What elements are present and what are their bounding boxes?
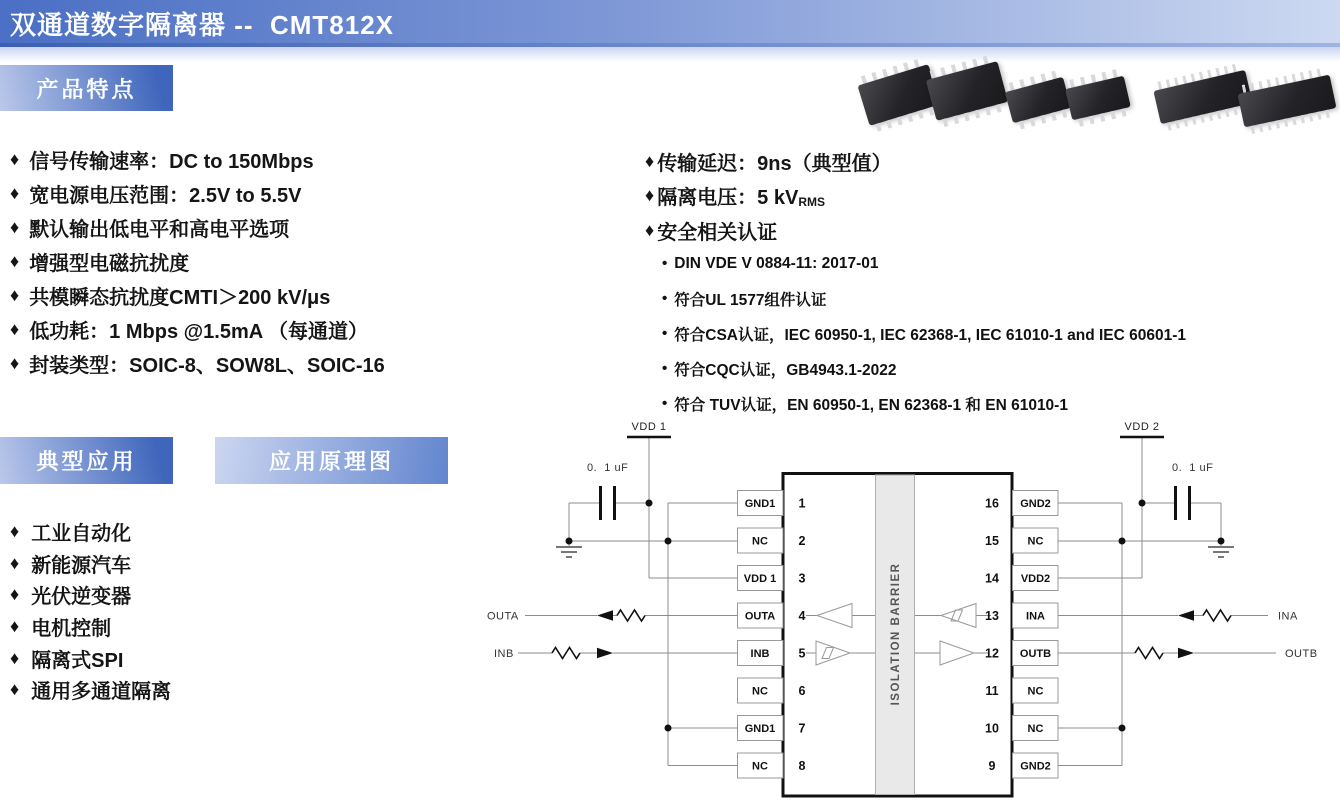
vdd1-label: VDD 1 xyxy=(631,421,667,433)
pin-number: 2 xyxy=(798,534,806,548)
feature-text: 共模瞬态抗扰度CMTI＞200 kV/μs xyxy=(29,286,331,309)
resistor-icon xyxy=(617,610,645,621)
feature-text: 默认输出低电平和高电平选项 xyxy=(29,218,290,241)
pin-number: 3 xyxy=(798,571,806,586)
section-badge-features: 产品特点 xyxy=(0,65,173,111)
junction-dot xyxy=(1218,538,1225,545)
signal-label-outb: OUTB xyxy=(1285,648,1318,660)
pin-label: GND2 xyxy=(1020,498,1051,510)
pin-label: NC xyxy=(752,685,768,698)
junction-dot xyxy=(646,500,653,507)
signal-label-ina: INA xyxy=(1278,610,1298,623)
certification-text: 符合UL 1577组件认证 xyxy=(674,291,827,309)
arrow-right-icon xyxy=(597,648,613,659)
pin-label: OUTB xyxy=(1019,648,1052,660)
feature-text: 隔离电压：5 kV xyxy=(657,187,799,210)
pin-number: 7 xyxy=(798,721,806,736)
signal-label-outa: OUTA xyxy=(487,610,519,623)
dot-bullet-icon: • xyxy=(662,255,668,272)
resistor-icon xyxy=(1203,610,1231,621)
pin-number: 13 xyxy=(985,609,999,623)
pin-label: INB xyxy=(750,648,770,660)
application-text: 工业自动化 xyxy=(31,523,132,546)
diamond-bullet-icon: ♦ xyxy=(10,352,20,373)
certification-text: 符合 TUV认证，EN 60950-1, EN 62368-1 和 EN 61010-1 xyxy=(674,396,1068,414)
application-text: 新能源汽车 xyxy=(31,554,132,577)
pin-label: VDD2 xyxy=(1020,573,1051,585)
pin-number: 1 xyxy=(798,496,806,511)
vdd2-label: VDD 2 xyxy=(1124,421,1160,433)
isolation-barrier-label: ISOLATION BARRIER xyxy=(890,562,902,706)
junction-dot xyxy=(566,538,573,545)
diamond-bullet-icon: ♦ xyxy=(10,250,20,271)
pin-label: GND2 xyxy=(1020,760,1051,773)
feature-text: 增强型电磁抗扰度 xyxy=(29,252,190,275)
diamond-bullet-icon: ♦ xyxy=(10,521,20,542)
pin-label: GND1 xyxy=(744,498,776,510)
diamond-bullet-icon: ♦ xyxy=(645,185,655,206)
application-text: 光伏逆变器 xyxy=(31,586,132,609)
pin-label: NC xyxy=(752,760,768,773)
diamond-bullet-icon: ♦ xyxy=(645,219,655,240)
pin-label: NC xyxy=(1027,723,1044,735)
pin-number: 9 xyxy=(988,759,996,773)
pin-label: VDD 1 xyxy=(743,573,777,585)
diamond-bullet-icon: ♦ xyxy=(10,284,20,305)
diamond-bullet-icon: ♦ xyxy=(10,148,20,169)
application-text: 通用多通道隔离 xyxy=(31,681,172,704)
feature-text: 封装类型：SOIC-8、SOW8L、SOIC-16 xyxy=(29,354,385,377)
resistor-icon xyxy=(552,648,580,659)
diamond-bullet-icon: ♦ xyxy=(10,647,20,668)
dot-bullet-icon: • xyxy=(662,325,668,342)
pin-label: INA xyxy=(1026,610,1045,623)
section-badge-schematic: 应用原理图 xyxy=(215,437,448,484)
diamond-bullet-icon: ♦ xyxy=(10,552,20,573)
resistor-icon xyxy=(1135,648,1163,659)
feature-text: 安全相关认证 xyxy=(657,221,778,244)
pin-number: 15 xyxy=(985,534,999,548)
arrow-right-icon xyxy=(1178,648,1194,659)
feature-text: 宽电源电压范围：2.5V to 5.5V xyxy=(29,184,302,207)
signal-label-inb: INB xyxy=(494,648,514,660)
dot-bullet-icon: • xyxy=(662,395,668,412)
certification-text: DIN VDE V 0884-11: 2017-01 xyxy=(674,254,879,272)
rms-subscript: RMS xyxy=(798,194,826,209)
dot-bullet-icon: • xyxy=(662,360,668,377)
arrow-left-icon xyxy=(597,610,613,621)
junction-dot xyxy=(1119,725,1126,732)
capacitor-icon xyxy=(601,486,615,520)
page-title: 双通道数字隔离器 -- CMT812X xyxy=(10,10,395,40)
junction-dot xyxy=(1139,500,1146,507)
diamond-bullet-icon: ♦ xyxy=(10,584,20,605)
junction-dot xyxy=(665,538,672,545)
cap1-value-label: 0. 1 uF xyxy=(587,462,629,474)
application-text: 隔离式SPI xyxy=(31,649,124,672)
pin-label: NC xyxy=(1027,685,1044,698)
pin-number: 14 xyxy=(985,571,999,586)
pin-number: 10 xyxy=(985,721,999,736)
ground-icon xyxy=(556,547,582,557)
diamond-bullet-icon: ♦ xyxy=(10,616,20,637)
feature-text: 传输延迟：9ns（典型值） xyxy=(657,152,892,175)
application-text: 电机控制 xyxy=(31,618,112,641)
dot-bullet-icon: • xyxy=(662,290,668,307)
pin-number: 6 xyxy=(798,684,806,698)
diamond-bullet-icon: ♦ xyxy=(10,216,20,237)
cap2-value-label: 0. 1 uF xyxy=(1172,462,1214,474)
pin-label: NC xyxy=(752,535,768,548)
pin-number: 11 xyxy=(985,684,999,698)
pin-number: 12 xyxy=(985,646,999,661)
feature-text: 低功耗：1 Mbps @1.5mA （每通道） xyxy=(29,320,368,343)
capacitor-icon xyxy=(1176,486,1190,520)
diamond-bullet-icon: ♦ xyxy=(10,318,20,339)
diamond-bullet-icon: ♦ xyxy=(10,182,20,203)
pin-label: OUTA xyxy=(744,610,776,623)
diamond-bullet-icon: ♦ xyxy=(645,150,655,171)
junction-dot xyxy=(665,725,672,732)
pin-label: NC xyxy=(1027,535,1044,548)
ground-icon xyxy=(1208,547,1234,557)
feature-text: 信号传输速率：DC to 150Mbps xyxy=(29,150,314,173)
junction-dot xyxy=(1119,538,1126,545)
pin-label: GND1 xyxy=(744,723,776,735)
pin-number: 8 xyxy=(798,759,806,773)
certification-text: 符合CSA认证，IEC 60950-1, IEC 62368-1, IEC 61010-1 and IEC 60601-1 xyxy=(674,326,1187,344)
pin-number: 5 xyxy=(798,646,806,661)
pin-number: 16 xyxy=(985,496,999,511)
section-badge-applications: 典型应用 xyxy=(0,437,173,484)
diamond-bullet-icon: ♦ xyxy=(10,679,20,700)
pin-number: 4 xyxy=(798,609,806,623)
arrow-left-icon xyxy=(1178,610,1194,621)
certification-text: 符合CQC认证，GB4943.1-2022 xyxy=(674,361,897,379)
